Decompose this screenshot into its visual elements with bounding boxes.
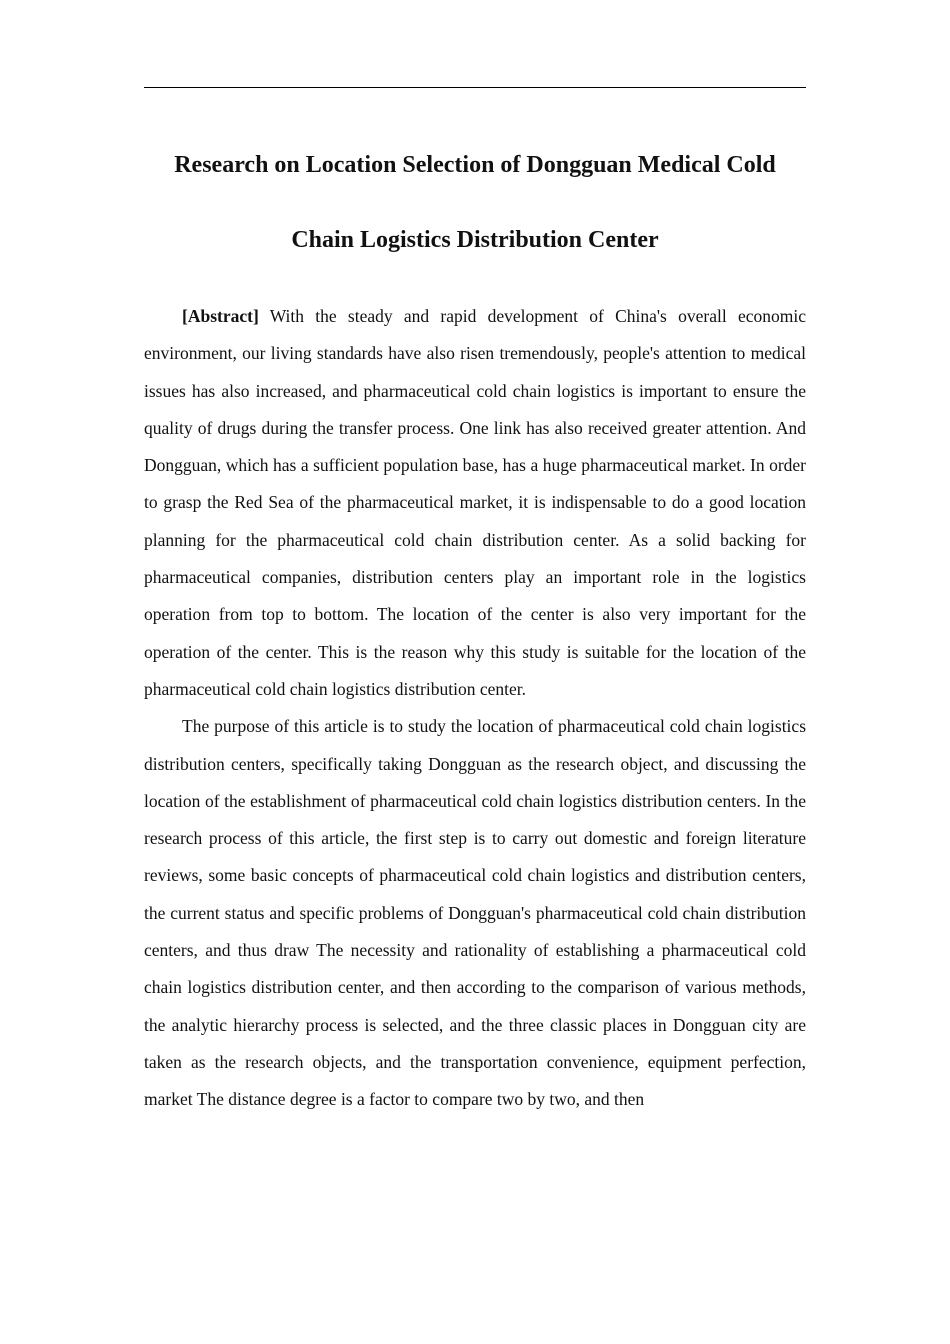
paper-title-line-1: Research on Location Selection of Dongguan Medical Cold: [174, 152, 776, 178]
header-rule: [144, 87, 806, 88]
abstract-paragraph-1: [144, 298, 806, 708]
abstract-paragraph-1-text: With the steady and rapid development of China's overall economic environment, our living standards have also risen tremendously, people's attention to medical issues has also increased, and pharmaceutical cold chain logistics is important to ensure the quality of drugs during the transfer process. One link has also received greater attention. And Dongguan, which has a sufficient population base, has a huge pharmaceutical market. In order to grasp the Red Sea of the pharmaceutical market, it is indispensable to do a good location planning for the pharmaceutical cold chain distribution center. As a solid backing for pharmaceutical companies, distribution centers play an important role in the logistics operation from top to bottom. The location of the center is also very important for the operation of the center. This is the reason why this study is suitable for the location of the pharmaceutical cold chain logistics distribution center.: [144, 306, 806, 699]
abstract-body: [144, 298, 806, 1119]
abstract-label: [Abstract]: [182, 306, 259, 326]
abstract-paragraph-2: The purpose of this article is to study the location of pharmaceutical cold chain logistics distribution centers, specifically taking Dongguan as the research object, and discussing the location of the establishment of pharmaceutical cold chain logistics distribution centers. In the research process of this article, the first step is to carry out domestic and foreign literature reviews, some basic concepts of pharmaceutical cold chain logistics and distribution centers, the current status and specific problems of Dongguan's pharmaceutical cold chain distribution centers, and thus draw The necessity and rationality of establishing a pharmaceutical cold chain logistics distribution center, and then according to the comparison of various methods, the analytic hierarchy process is selected, and the three classic places in Dongguan city are taken as the research objects, and the transportation convenience, equipment perfection, market The distance degree is a factor to compare two by two, and then: [144, 716, 806, 1110]
paper-title-line-2: Chain Logistics Distribution Center: [291, 227, 659, 253]
